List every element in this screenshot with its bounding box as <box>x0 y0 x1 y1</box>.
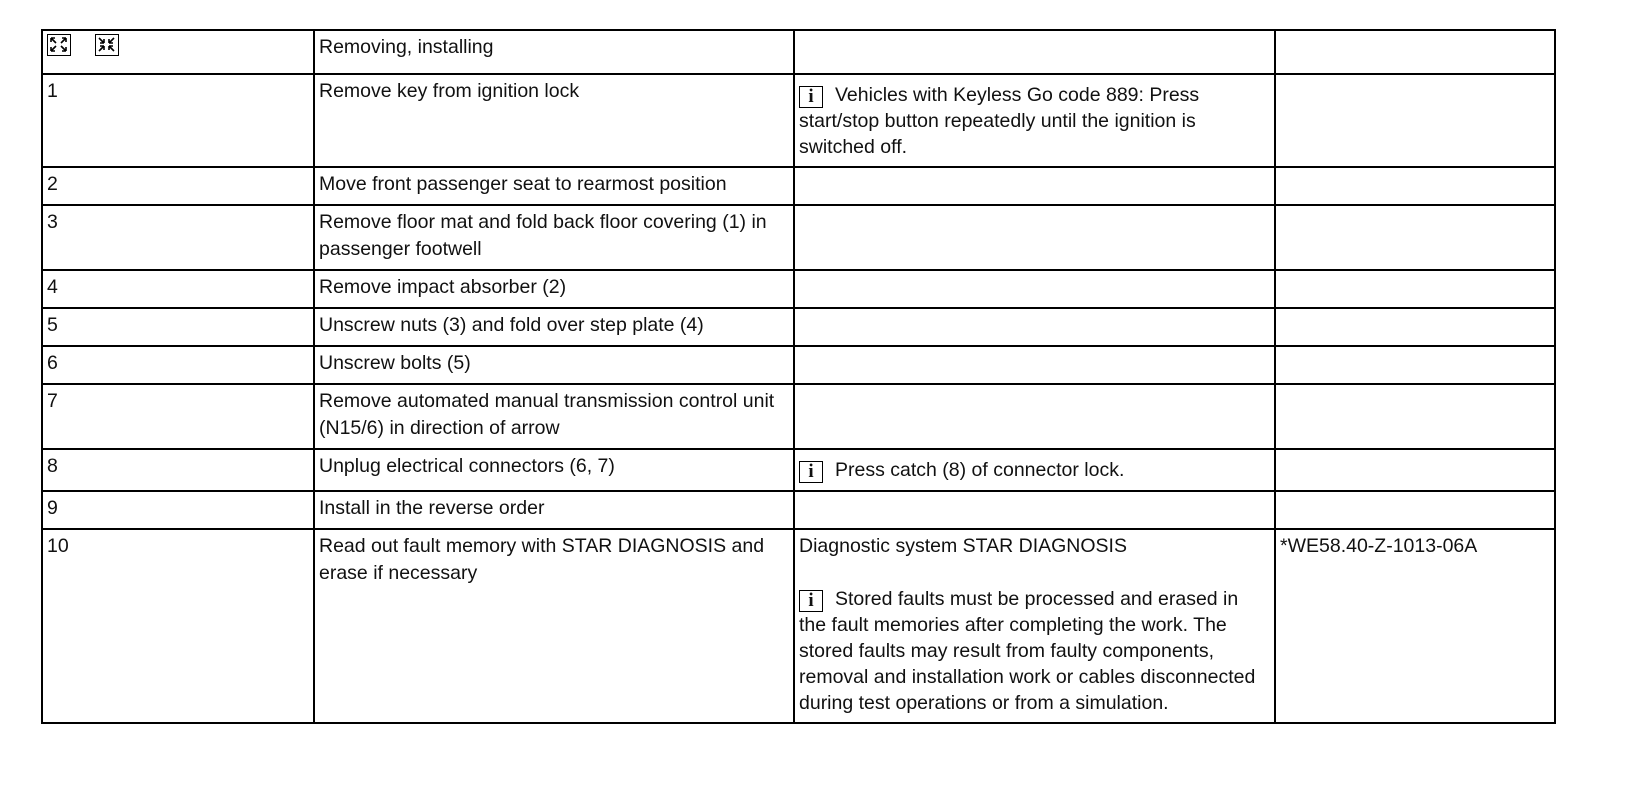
procedure-table <box>41 29 1556 724</box>
step-ref <box>1275 491 1555 529</box>
table-row <box>42 167 1555 205</box>
step-ref <box>1275 74 1555 167</box>
step-note-cell <box>794 74 1275 167</box>
step-number: 4 <box>42 270 314 308</box>
step-number: 8 <box>42 449 314 491</box>
step-action: Unplug electrical connectors (6, 7) <box>314 449 794 491</box>
step-note <box>794 308 1275 346</box>
step-note-cell <box>794 449 1275 491</box>
table-row <box>42 384 1555 449</box>
info-icon: i <box>799 461 823 483</box>
step-action: Remove key from ignition lock <box>314 74 794 167</box>
step-ref <box>1275 167 1555 205</box>
info-icon: i <box>799 590 823 612</box>
info-icon: i <box>799 86 823 108</box>
table-row <box>42 308 1555 346</box>
step-note-cell <box>794 529 1275 723</box>
step-number: 9 <box>42 491 314 529</box>
step-action: Unscrew bolts (5) <box>314 346 794 384</box>
table-row <box>42 346 1555 384</box>
step-action: Read out fault memory with STAR DIAGNOSIS and erase if necessary <box>314 529 794 723</box>
header-empty-cell <box>794 30 1275 74</box>
table-row <box>42 491 1555 529</box>
step-tool: Diagnostic system STAR DIAGNOSIS <box>799 535 1127 557</box>
step-note <box>794 205 1275 270</box>
table-row <box>42 449 1555 491</box>
step-ref <box>1275 384 1555 449</box>
header-empty-cell <box>1275 30 1555 74</box>
header-title: Removing, installing <box>314 30 794 74</box>
step-action: Move front passenger seat to rearmost position <box>314 167 794 205</box>
table-row <box>42 529 1555 723</box>
table-row <box>42 270 1555 308</box>
collapse-all-icon[interactable] <box>95 34 119 56</box>
step-number: 2 <box>42 167 314 205</box>
step-number: 7 <box>42 384 314 449</box>
step-ref: *WE58.40-Z-1013-06A <box>1275 529 1555 723</box>
expand-all-icon[interactable] <box>47 34 71 56</box>
step-number: 10 <box>42 529 314 723</box>
step-number: 6 <box>42 346 314 384</box>
step-action: Remove impact absorber (2) <box>314 270 794 308</box>
step-ref <box>1275 270 1555 308</box>
step-note: Stored faults must be processed and erased in the fault memories after completing the work. The stored faults may result from faulty components, removal and installation work or cables disconnected during test operations or from a simulation. <box>799 588 1256 714</box>
step-note <box>794 491 1275 529</box>
step-note: Press catch (8) of connector lock. <box>835 459 1125 481</box>
table-header-row <box>42 30 1555 74</box>
spacer <box>799 559 1270 586</box>
step-ref <box>1275 449 1555 491</box>
step-note-block <box>799 586 1270 716</box>
step-note <box>794 384 1275 449</box>
step-note <box>794 270 1275 308</box>
step-action: Remove automated manual transmission control unit (N15/6) in direction of arrow <box>314 384 794 449</box>
header-icons-cell <box>42 30 314 74</box>
step-ref <box>1275 346 1555 384</box>
step-ref <box>1275 205 1555 270</box>
step-action: Install in the reverse order <box>314 491 794 529</box>
table-row <box>42 205 1555 270</box>
step-number: 3 <box>42 205 314 270</box>
step-number: 1 <box>42 74 314 167</box>
step-action: Unscrew nuts (3) and fold over step plate (4) <box>314 308 794 346</box>
step-action: Remove floor mat and fold back floor covering (1) in passenger footwell <box>314 205 794 270</box>
step-note <box>794 346 1275 384</box>
table-row <box>42 74 1555 167</box>
step-note <box>794 167 1275 205</box>
step-number: 5 <box>42 308 314 346</box>
step-ref <box>1275 308 1555 346</box>
step-note: Vehicles with Keyless Go code 889: Press start/stop button repeatedly until the ignition is switched off. <box>799 84 1200 158</box>
